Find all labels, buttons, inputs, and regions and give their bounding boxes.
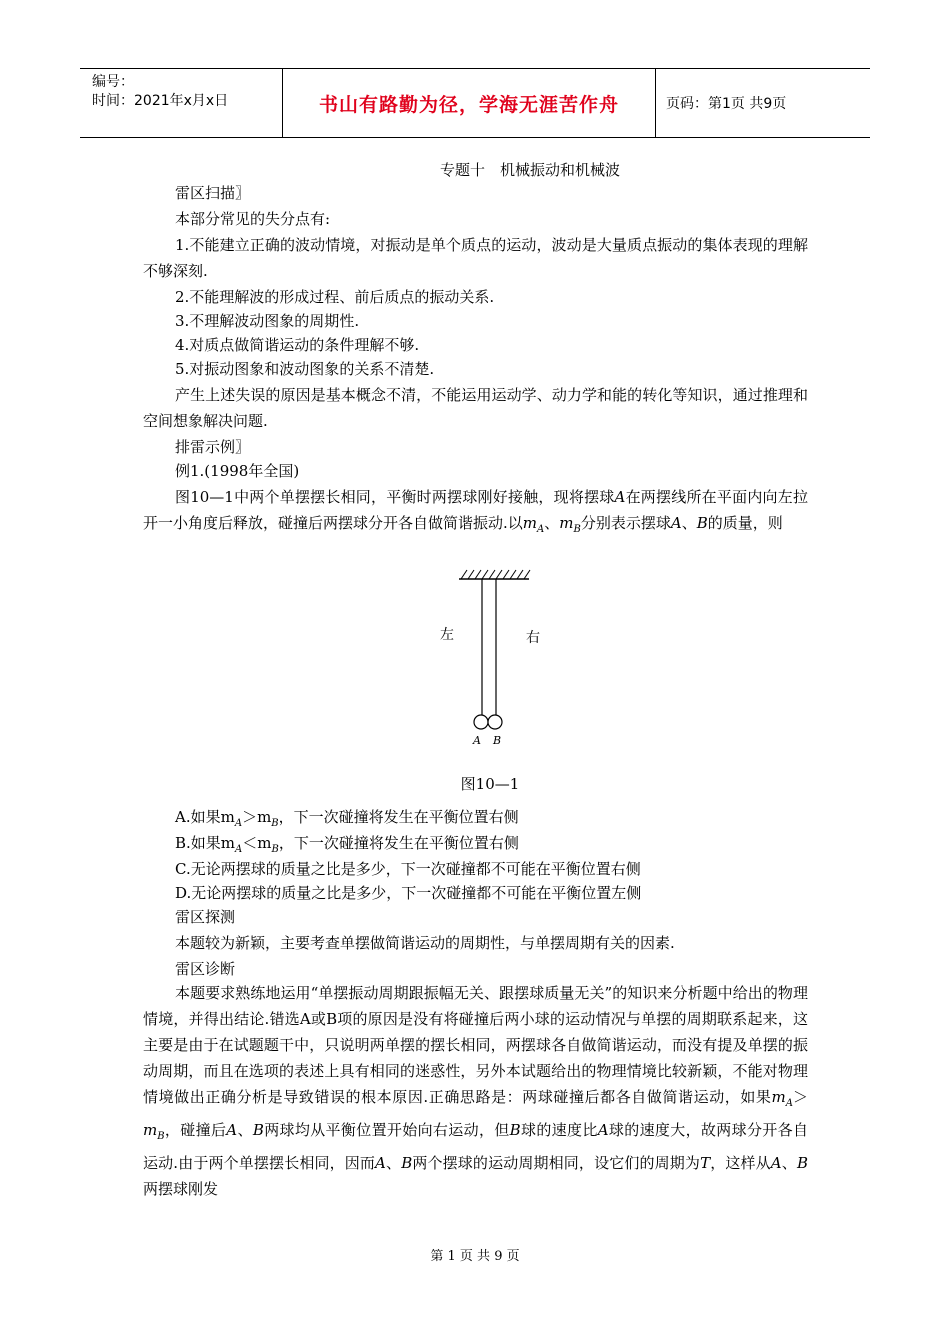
list-item: 3.不理解波动图象的周期性.: [175, 312, 360, 330]
option-b: B.如果$m_A<m_B$，下一次碰撞将发生在平衡位置右侧: [175, 834, 519, 855]
page-header: [80, 68, 870, 138]
probe-text: 本题较为新颖，主要考查单摆做简谐运动的周期性，与单摆周期有关的因素.: [175, 934, 675, 952]
motto: 书山有路勤为径，学海无涯苦作舟: [318, 93, 619, 116]
label-ball-b: B: [493, 734, 502, 747]
option-d: D.无论两摆球的质量之比是多少，下一次碰撞都不可能在平衡位置左侧: [175, 884, 642, 902]
date-label: 时间：2021年x月x日: [92, 93, 229, 109]
page-title: 专题十 机械振动和机械波: [439, 161, 620, 179]
ceiling-hatch: [461, 570, 530, 579]
figure-caption: 图10—1: [460, 775, 520, 793]
label-ball-a: A: [473, 734, 481, 747]
problem-statement: 图10—1中两个单摆摆长相同，平衡时两摆球刚好接触，现将摆球A在两摆线所在平面内向左拉开一小角度后释放，碰撞后两摆球分开各自做简谐振动.以$m_A$、$m_B$分别表示摆球A、B的质量，则: [143, 488, 808, 535]
option-c: C.无论两摆球的质量之比是多少，下一次碰撞都不可能在平衡位置右侧: [175, 860, 641, 878]
section-heading-scan: 雷区扫描〗: [175, 184, 251, 202]
header-meta: [80, 69, 282, 137]
ball-b: [488, 715, 502, 729]
section-intro: 本部分常见的失分点有:: [175, 210, 331, 228]
option-a: A.如果$m_A>m_B$，下一次碰撞将发生在平衡位置右侧: [175, 808, 519, 829]
list-item: 4.对质点做简谐运动的条件理解不够.: [175, 336, 420, 354]
probe-heading: 雷区探测: [175, 908, 236, 926]
pendulum-figure: [430, 563, 550, 753]
page-info: 页码：第1页 共9页: [666, 96, 787, 112]
label-right: 右: [526, 630, 540, 646]
label-left: 左: [440, 627, 454, 643]
section-heading-examples: 排雷示例〗: [175, 438, 251, 456]
header-motto-cell: [282, 69, 656, 137]
example-title: 例1.(1998年全国): [175, 462, 300, 480]
list-item: 5.对振动图象和波动图象的关系不清楚.: [175, 360, 435, 378]
page-footer: 第 1 页 共 9 页: [430, 1249, 520, 1264]
list-item: 1.不能建立正确的波动情境，对振动是单个质点的运动，波动是大量质点振动的集体表现的理解不够深刻.: [143, 236, 808, 280]
ball-a: [474, 715, 488, 729]
serial-label: 编号：: [92, 74, 134, 90]
diagnosis-text: 本题要求熟练地运用“单摆振动周期跟振幅无关、跟摆球质量无关”的知识来分析题中给出的物理情境，并得出结论.错选A或B项的原因是没有将碰撞后两小球的运动情况与单摆的周期联系起来，这主要是由于在试题题干中，只说明两单摆的摆长相同，两摆球各自做简谐运动，而没有提及单摆的振动周期，而且在选项的表述上具有相同的迷惑性，另外本试题给出的物理情境比较新颖，不能对物理情境做出正确分析是导致错误的根本原因.正确思路是：两球碰撞后都各自做简谐运动，如果$m_A>m_B$，碰撞后A、B两球均从平衡位置开始向右运动，但B球的速度比A球的速度大，故两球分开各自运动.由于两个单摆摆长相同，因而A、B两个摆球的运动周期相同，设它们的周期为T，这样从A、B两摆球刚发: [143, 984, 808, 1198]
list-item: 2.不能理解波的形成过程、前后质点的振动关系.: [175, 288, 495, 306]
diagnosis-heading: 雷区诊断: [175, 960, 236, 978]
cause-paragraph: 产生上述失误的原因是基本概念不清，不能运用运动学、动力学和能的转化等知识，通过推理和空间想象解决问题.: [143, 386, 808, 430]
